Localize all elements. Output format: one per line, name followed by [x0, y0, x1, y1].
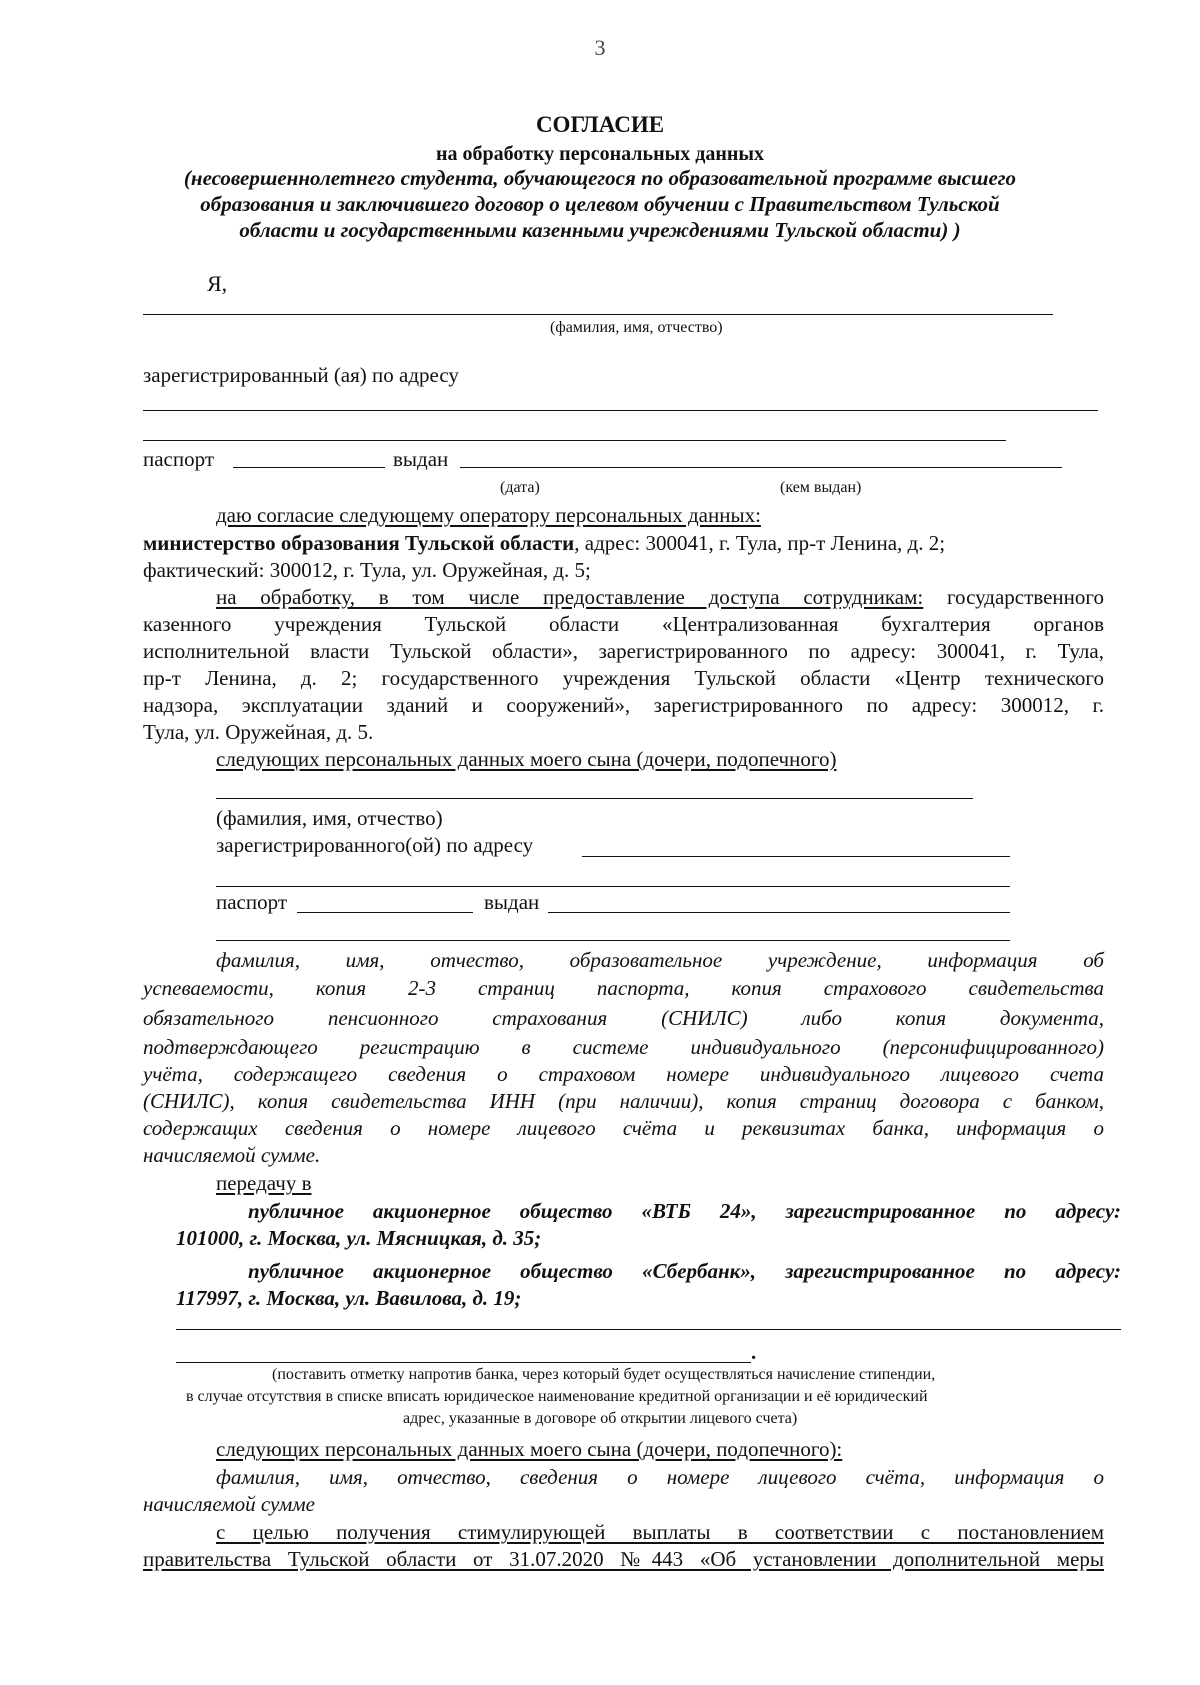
operator-address: , адрес: 300041, г. Тула, пр-т Ленина, д. 2;: [574, 531, 946, 555]
data-list-line: начисляемой сумме.: [143, 1143, 321, 1167]
bank-sber-line: публичное акционерное общество «Сбербанк», зарегистрированное по адресу:: [248, 1259, 1121, 1283]
data-list-line: учёта, содержащего сведения о страховом номере индивидуального лицевого счета: [143, 1062, 1104, 1086]
child-data-heading: следующих персональных данных моего сына (дочери, подопечного): [216, 747, 837, 771]
child-passport-issued-field[interactable]: [548, 912, 1010, 913]
processing-line: Тула, ул. Оружейная, д. 5.: [143, 720, 374, 744]
child-extra-field[interactable]: [216, 940, 1010, 941]
processing-text: государственного: [923, 585, 1104, 609]
child-passport-number-field[interactable]: [297, 912, 473, 913]
bank-vtb-line: публичное акционерное общество «ВТБ 24», зарегистрированное по адресу:: [248, 1199, 1121, 1223]
child-passport-label: паспорт: [216, 890, 288, 914]
passport-issued-field[interactable]: [460, 467, 1062, 468]
processing-line: надзора, эксплуатации зданий и сооружений», зарегистрированного по адресу: 300012, г.: [143, 693, 1104, 717]
operator-line: [143, 530, 1070, 556]
data-list-line: фамилия, имя, отчество, образовательное учреждение, информация об: [216, 948, 1104, 972]
data-list-2-line: фамилия, имя, отчество, сведения о номере лицевого счёта, информация о: [216, 1465, 1104, 1489]
processing-line: [216, 584, 1104, 610]
operator-actual-address: фактический: 300012, г. Тула, ул. Оружейная, д. 5;: [143, 558, 591, 582]
operator-name: министерство образования Тульской области: [143, 531, 575, 555]
date-hint: (дата): [500, 479, 540, 496]
subtitle-detail-line: области и государственными казенными учреждениями Тульской области) ): [239, 218, 961, 242]
processing-line: пр-т Ленина, д. 2; государственного учреждения Тульской области «Центр технического: [143, 666, 1104, 690]
passport-number-field[interactable]: [233, 467, 385, 468]
bank-vtb-address: 101000, г. Москва, ул. Мясницкая, д. 35;: [176, 1226, 542, 1250]
bank-line-end: .: [751, 1340, 757, 1364]
child-registered-label: зарегистрированного(ой) по адресу: [216, 833, 534, 857]
child-fio-hint: (фамилия, имя, отчество): [216, 806, 443, 830]
bank-note-line: (поставить отметку напротив банка, через который будет осуществляться начисление стипендии,: [272, 1366, 936, 1383]
fio-field[interactable]: [143, 314, 1053, 315]
document-subtitle: на обработку персональных данных: [436, 143, 764, 165]
registered-label: зарегистрированный (ая) по адресу: [143, 363, 459, 387]
ya-label: Я,: [207, 271, 228, 296]
purpose-line: с целью получения стимулирующей выплаты в соответствии с постановлением: [216, 1520, 1104, 1544]
child-address-field-2[interactable]: [216, 886, 1010, 887]
passport-label: паспорт: [143, 447, 215, 471]
bank-note-line: в случае отсутствия в списке вписать юридическое наименование кредитной организации и её юридический: [186, 1388, 928, 1405]
bank-sber-address: 117997, г. Москва, ул. Вавилова, д. 19;: [176, 1286, 522, 1310]
fio-hint: (фамилия, имя, отчество): [550, 319, 723, 336]
purpose-line: правительства Тульской области от 31.07.2020 №443 «Об установлении дополнительной меры: [143, 1547, 1104, 1571]
child-address-field-1[interactable]: [582, 856, 1010, 857]
other-bank-field-2[interactable]: [176, 1362, 751, 1363]
data-list-line: подтверждающего регистрацию в системе индивидуального (персонифицированного): [143, 1035, 1104, 1059]
processing-line: исполнительной власти Тульской области», зарегистрированного по адресу: 300041, г. Тула,: [143, 639, 1104, 663]
data-list-line: содержащих сведения о номере лицевого счёта и реквизитах банка, информация о: [143, 1116, 1104, 1140]
data-list-line: (СНИЛС), копия свидетельства ИНН (при наличии), копия страниц договора с банком,: [143, 1089, 1104, 1113]
child-issued-label: выдан: [484, 890, 540, 914]
processing-line: казенного учреждения Тульской области «Централизованная бухгалтерия органов: [143, 612, 1104, 636]
address-field-1[interactable]: [143, 410, 1098, 411]
consent-operator-heading: даю согласие следующему оператору персональных данных:: [216, 503, 761, 527]
address-field-2[interactable]: [143, 440, 1006, 441]
child-data-heading-2: следующих персональных данных моего сына (дочери, подопечного):: [216, 1437, 843, 1461]
issued-label: выдан: [393, 447, 449, 471]
other-bank-field-1[interactable]: [176, 1329, 1121, 1330]
page-number: 3: [594, 35, 606, 60]
issued-by-hint: (кем выдан): [780, 479, 862, 496]
child-fio-field[interactable]: [216, 798, 973, 799]
data-list-line: обязательного пенсионного страхования (СНИЛС) либо копия документа,: [143, 1006, 1104, 1030]
subtitle-detail-line: (несовершеннолетнего студента, обучающегося по образовательной программе высшего: [183, 166, 1017, 190]
data-list-2-line: начисляемой сумме: [143, 1492, 315, 1516]
bank-note-line: адрес, указанные в договоре об открытии лицевого счета): [403, 1410, 798, 1427]
subtitle-detail-line: образования и заключившего договор о целевом обучении с Правительством Тульской: [200, 192, 1000, 216]
processing-heading: на обработку, в том числе предоставление доступа сотрудникам:: [216, 585, 924, 609]
document-title: СОГЛАСИЕ: [535, 112, 665, 137]
transfer-label: передачу в: [216, 1171, 312, 1195]
data-list-line: успеваемости, копия 2-3 страниц паспорта, копия страхового свидетельства: [143, 976, 1104, 1000]
